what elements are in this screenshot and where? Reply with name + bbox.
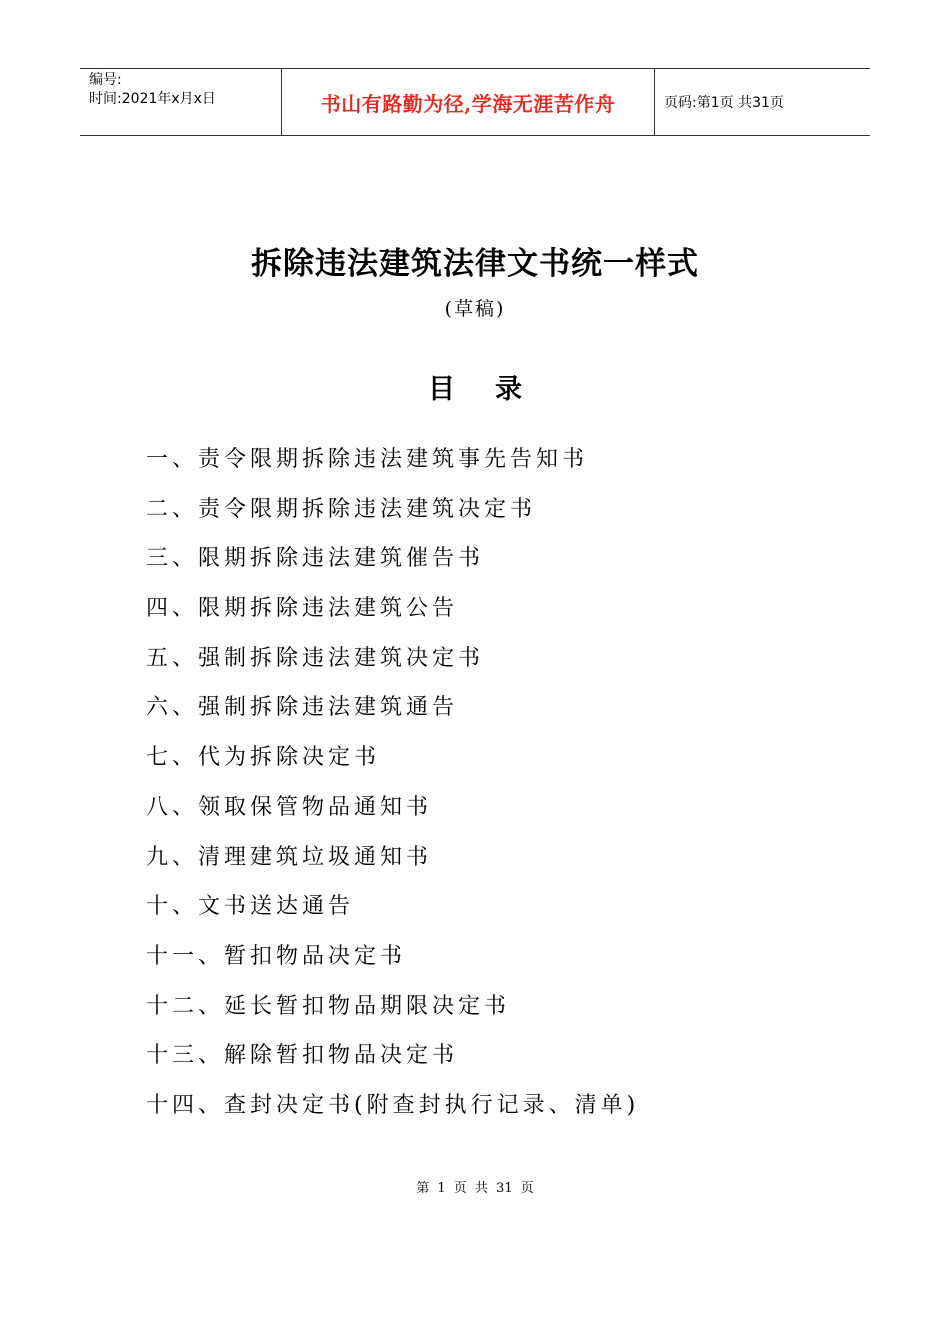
toc-item[interactable]: 一、责令限期拆除违法建筑事先告知书: [146, 447, 589, 472]
toc-item[interactable]: 二、责令限期拆除违法建筑决定书: [146, 496, 537, 522]
document-subtitle: (草稿): [444, 298, 506, 320]
toc-item[interactable]: 十二、延长暂扣物品期限决定书: [146, 993, 511, 1019]
document-title: 拆除违法建筑法律文书统一样式: [251, 246, 699, 282]
toc-item[interactable]: 七、代为拆除决定书: [146, 745, 381, 771]
table-of-contents: [146, 440, 639, 1136]
toc-item[interactable]: 十、文书送达通告: [146, 894, 355, 920]
toc-item[interactable]: 四、限期拆除违法建筑公告: [146, 596, 459, 622]
page-header-table: [80, 68, 870, 136]
toc-item[interactable]: 三、限期拆除违法建筑催告书: [146, 546, 485, 572]
toc-heading-char-1: 目: [428, 374, 455, 405]
toc-heading: [0, 367, 950, 406]
document-number-label: 编号:: [89, 72, 122, 88]
toc-item[interactable]: 九、清理建筑垃圾通知书: [146, 844, 433, 870]
page-footer: 第 1 页 共 31 页: [416, 1181, 534, 1196]
toc-heading-char-2: 录: [495, 374, 522, 405]
header-page-info: 页码:第1页 共31页: [664, 95, 784, 111]
toc-item[interactable]: 五、强制拆除违法建筑决定书: [146, 645, 485, 671]
document-time-label: 时间:2021年x月x日: [89, 91, 216, 107]
toc-item[interactable]: 十三、解除暂扣物品决定书: [146, 1043, 459, 1069]
toc-item[interactable]: 六、强制拆除违法建筑通告: [146, 695, 459, 721]
toc-item[interactable]: 八、领取保管物品通知书: [146, 794, 433, 820]
toc-item[interactable]: 十一、暂扣物品决定书: [146, 943, 407, 969]
header-meta-cell: [80, 69, 282, 135]
toc-item[interactable]: 十四、查封决定书(附查封执行记录、清单): [146, 1092, 640, 1118]
header-motto: 书山有路勤为径,学海无涯苦作舟: [282, 69, 655, 135]
